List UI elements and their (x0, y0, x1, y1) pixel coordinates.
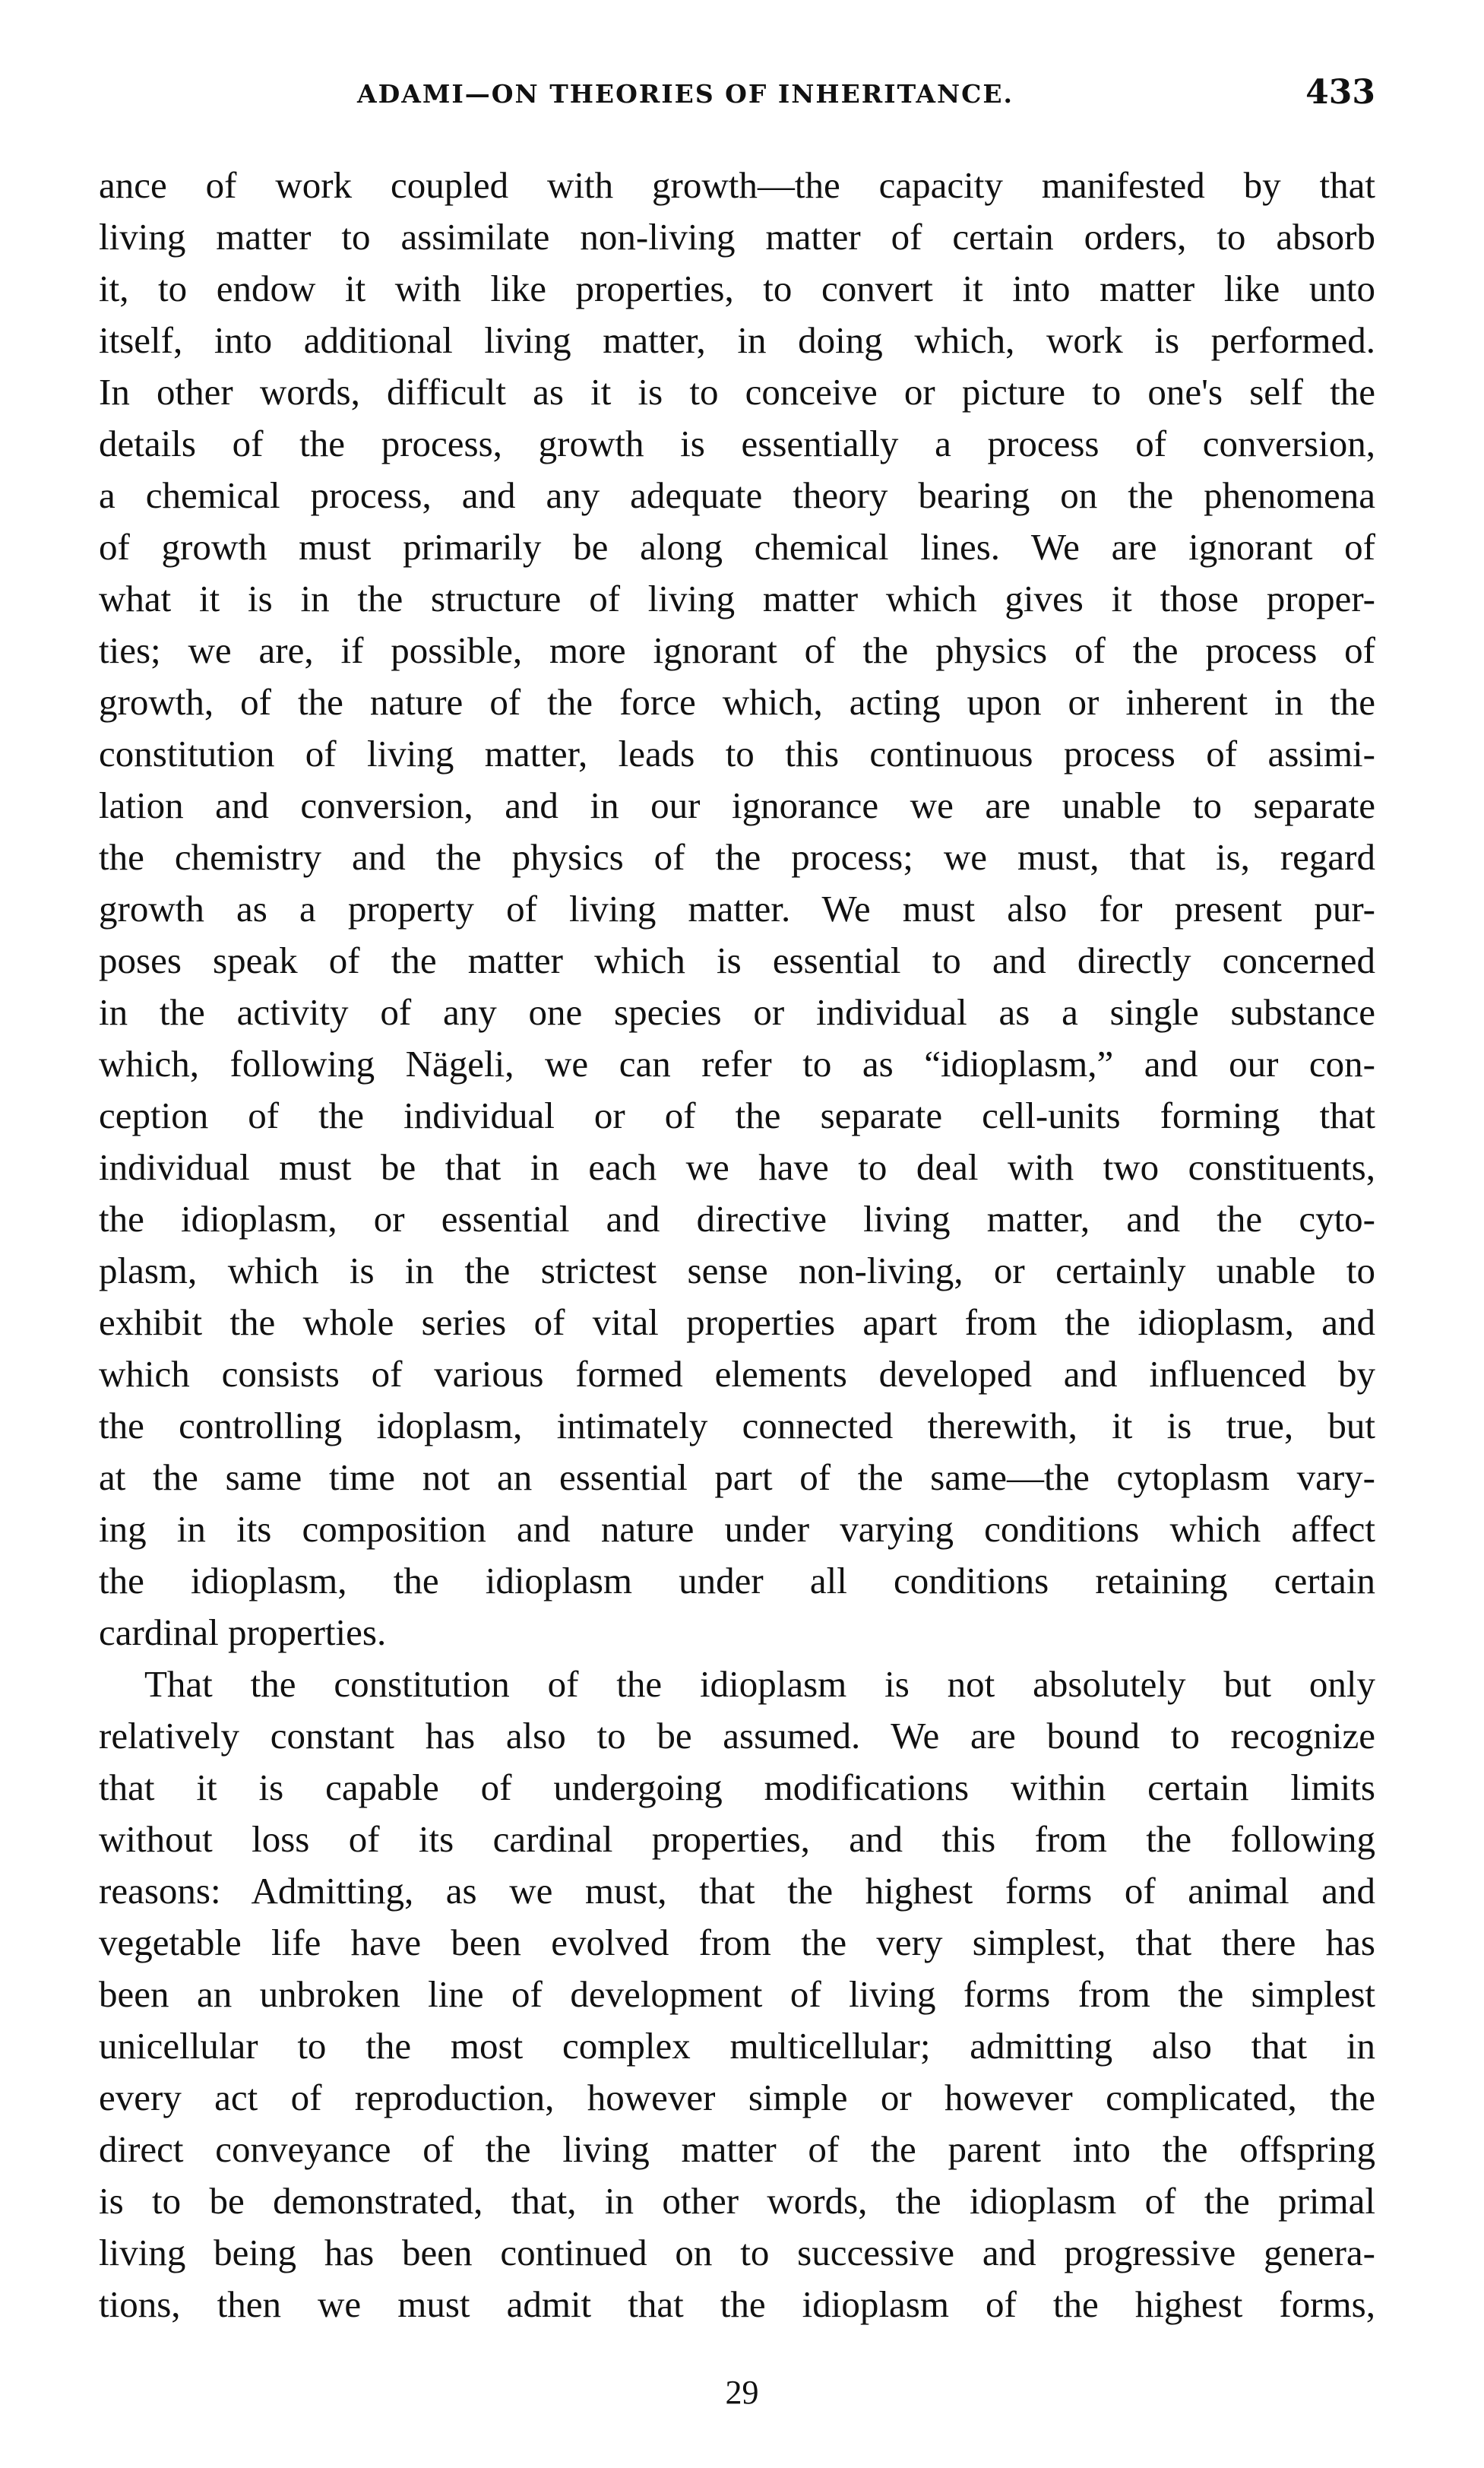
text-line: tions, then we must admit that the idioplasm of the highest forms, (99, 2283, 1375, 2325)
text-line: living matter to assimilate non-living matter of certain orders, to absorb (99, 216, 1375, 258)
body-text (99, 160, 1375, 2330)
text-line: individual must be that in each we have to deal with two constituents, (99, 1146, 1375, 1188)
text-line: itself, into additional living matter, in doing which, work is performed. (99, 319, 1375, 361)
text-line: the idioplasm, the idioplasm under all conditions retaining certain (99, 1560, 1375, 1602)
text-line: ance of work coupled with growth—the capacity manifested by that (99, 164, 1375, 206)
text-line: at the same time not an essential part of the same—the cytoplasm vary- (99, 1456, 1375, 1498)
text-line: growth as a property of living matter. We must also for present pur- (99, 888, 1375, 930)
text-line: which, following Nägeli, we can refer to as “idioplasm,” and our con- (99, 1043, 1375, 1085)
signature-mark: 29 (725, 2374, 759, 2411)
text-line: details of the process, growth is essentially a process of conversion, (99, 423, 1375, 464)
text-line: relatively constant has also to be assumed. We are bound to recognize (99, 1715, 1375, 1757)
paragraph-2 (99, 1659, 1375, 2330)
text-line: plasm, which is in the strictest sense non-living, or certainly unable to (99, 1250, 1375, 1291)
text-line: the chemistry and the physics of the process; we must, that is, regard (99, 836, 1375, 878)
text-line: cardinal properties. (99, 1611, 387, 1653)
text-line: of growth must primarily be along chemical lines. We are ignorant of (99, 526, 1375, 568)
text-line: unicellular to the most complex multicellular; admitting also that in (99, 2025, 1375, 2067)
text-line: is to be demonstrated, that, in other words, the idioplasm of the primal (99, 2180, 1375, 2222)
text-line: that it is capable of undergoing modifications within certain limits (99, 1766, 1375, 1808)
text-line: without loss of its cardinal properties, and this from the following (99, 1818, 1375, 1860)
text-line: poses speak of the matter which is essential to and directly concerned (99, 939, 1375, 981)
text-line: every act of reproduction, however simple or however complicated, the (99, 2077, 1375, 2118)
text-line: lation and conversion, and in our ignorance we are unable to separate (99, 784, 1375, 826)
text-line: what it is in the structure of living matter which gives it those proper- (99, 578, 1375, 619)
text-line: vegetable life have been evolved from the very simplest, that there has (99, 1921, 1375, 1963)
text-line: the idioplasm, or essential and directive living matter, and the cyto- (99, 1198, 1375, 1240)
text-line: a chemical process, and any adequate theory bearing on the phenomena (99, 474, 1375, 516)
text-line: living being has been continued on to successive and progressive genera- (99, 2232, 1375, 2273)
text-line: constitution of living matter, leads to this continuous process of assimi- (99, 733, 1375, 775)
text-line: exhibit the whole series of vital properties apart from the idioplasm, and (99, 1301, 1375, 1343)
text-line: it, to endow it with like properties, to convert it into matter like unto (99, 268, 1375, 309)
paragraph-1 (99, 160, 1375, 1659)
text-line: reasons: Admitting, as we must, that the highest forms of animal and (99, 1870, 1375, 1912)
page-number: 433 (1305, 73, 1375, 112)
text-line: ties; we are, if possible, more ignorant of the physics of the process of (99, 629, 1375, 671)
text-line: growth, of the nature of the force which, acting upon or inherent in the (99, 681, 1375, 723)
running-head (99, 70, 1375, 116)
text-line: That the constitution of the idioplasm is not absolutely but only (144, 1663, 1375, 1705)
running-title: ADAMI—ON THEORIES OF INHERITANCE. (357, 79, 1014, 109)
text-line: In other words, difficult as it is to conceive or picture to one's self the (99, 371, 1375, 413)
text-line: the controlling idoplasm, intimately connected therewith, it is true, but (99, 1405, 1375, 1446)
text-line: direct conveyance of the living matter of the parent into the offspring (99, 2128, 1375, 2170)
text-line: ing in its composition and nature under varying conditions which affect (99, 1508, 1375, 1550)
text-line: been an unbroken line of development of living forms from the simplest (99, 1973, 1375, 2015)
text-line: which consists of various formed elements developed and influenced by (99, 1353, 1375, 1395)
text-line: ception of the individual or of the separate cell-units forming that (99, 1095, 1375, 1136)
text-line: in the activity of any one species or individual as a single substance (99, 991, 1375, 1033)
